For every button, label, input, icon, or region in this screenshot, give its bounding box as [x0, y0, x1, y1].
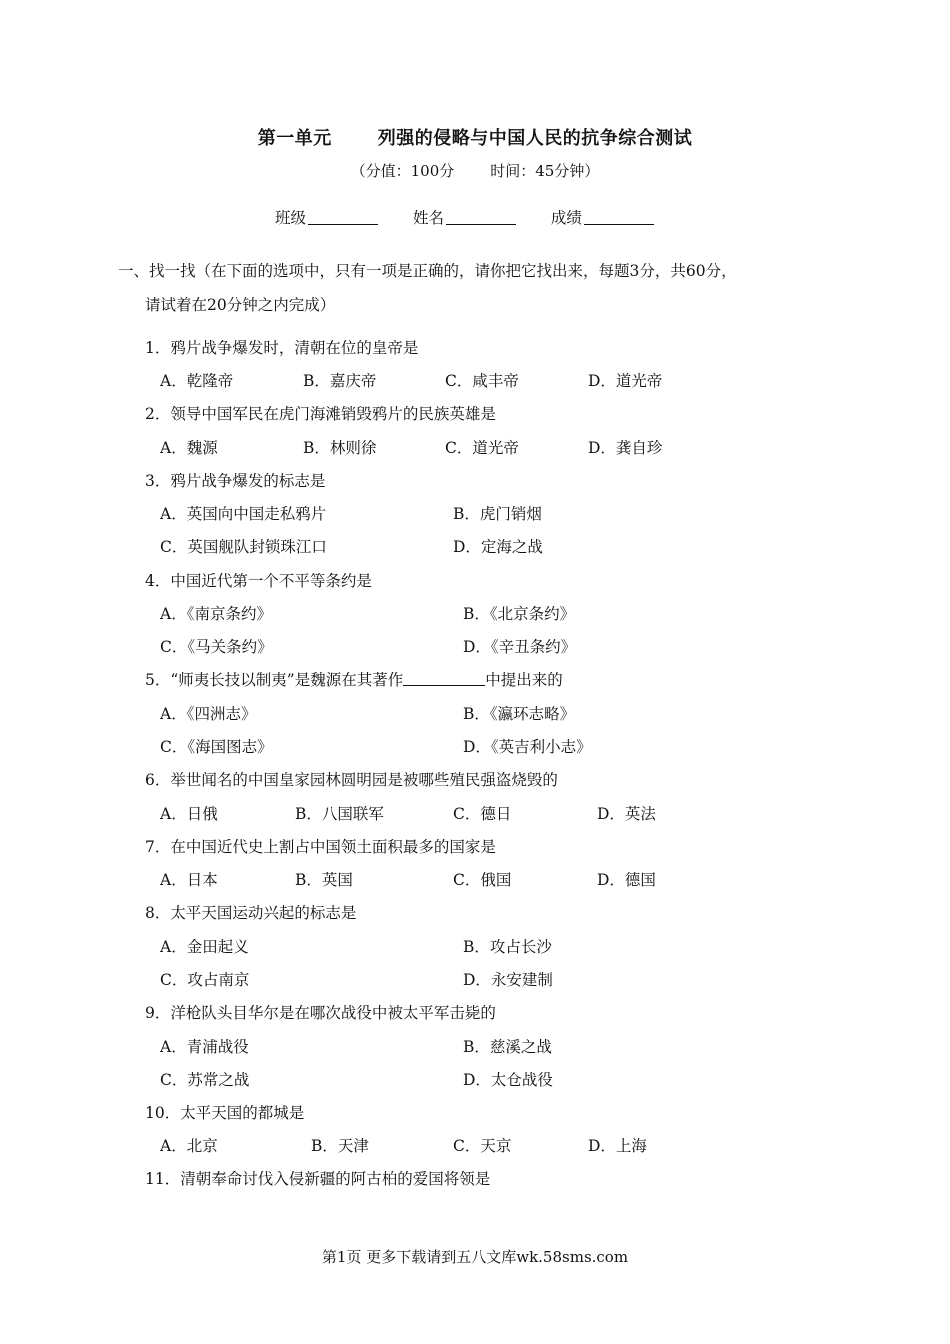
option-c: C．《海国图志》 — [160, 738, 273, 756]
option-c: C．苏常之战 — [160, 1071, 250, 1089]
option-c: C．道光帝 — [445, 439, 519, 457]
class-blank — [308, 223, 378, 225]
option-a: A．日本 — [160, 871, 218, 889]
student-info-row — [275, 206, 684, 228]
grade-blank — [584, 223, 654, 225]
option-b: B．八国联军 — [295, 805, 384, 823]
option-a: A．北京 — [160, 1137, 218, 1155]
option-d: D．永安建制 — [463, 971, 553, 989]
option-a: A．《四洲志》 — [160, 705, 257, 723]
option-a: A．日俄 — [160, 805, 218, 823]
option-b: B．攻占长沙 — [463, 938, 552, 956]
option-b: B．天津 — [311, 1137, 369, 1155]
option-a: A．乾隆帝 — [160, 372, 234, 390]
question-stem-before: 5．“师夷长技以制夷”是魏源在其著作 — [145, 671, 404, 689]
question-stem: 10．太平天国的都城是 — [145, 1104, 305, 1122]
page-title — [0, 124, 950, 150]
option-b: B．嘉庆帝 — [303, 372, 377, 390]
class-label: 班级 — [275, 209, 307, 227]
option-c: C．攻占南京 — [160, 971, 250, 989]
title-topic: 列强的侵略与中国人民的抗争综合测试 — [377, 128, 693, 149]
question-stem: 4．中国近代第一个不平等条约是 — [145, 572, 372, 590]
page-footer: 第1页 更多下载请到五八文库wk.58sms.com — [321, 1248, 629, 1266]
name-label: 姓名 — [412, 209, 444, 227]
option-d: D．太仓战役 — [463, 1071, 553, 1089]
grade-field — [551, 206, 654, 228]
option-d: D．英法 — [597, 805, 656, 823]
option-b: B．《北京条约》 — [463, 605, 576, 623]
name-blank — [446, 223, 516, 225]
option-d: D．德国 — [597, 871, 656, 889]
title-unit: 第一单元 — [257, 128, 332, 149]
option-b: B．虎门销烟 — [453, 505, 542, 523]
option-c: C．俄国 — [453, 871, 512, 889]
option-c: C．天京 — [453, 1137, 512, 1155]
question-stem: 2．领导中国军民在虎门海滩销毁鸦片的民族英雄是 — [145, 405, 496, 423]
option-c: C．德日 — [453, 805, 512, 823]
question-stem: 1．鸦片战争爆发时，清朝在位的皇帝是 — [145, 339, 419, 357]
option-d: D．定海之战 — [453, 538, 543, 556]
option-c: C．咸丰帝 — [445, 372, 519, 390]
option-c: C．英国舰队封锁珠江口 — [160, 538, 327, 556]
option-d: D．《辛丑条约》 — [463, 638, 577, 656]
option-a: A．青浦战役 — [160, 1038, 249, 1056]
question-stem: 11．清朝奉命讨伐入侵新疆的阿古柏的爱国将领是 — [145, 1170, 491, 1188]
option-b: B．林则徐 — [303, 439, 377, 457]
question-stem: 6．举世闻名的中国皇家园林圆明园是被哪些殖民强盗烧毁的 — [145, 771, 558, 789]
section-heading-line1: 一、找一找（在下面的选项中，只有一项是正确的，请你把它找出来，每题3分，共60分， — [118, 262, 737, 280]
option-a: A．英国向中国走私鸦片 — [160, 505, 327, 523]
question-stem: 3．鸦片战争爆发的标志是 — [145, 472, 326, 490]
question-stem-after: 中提出来的 — [485, 671, 563, 689]
option-b: B．慈溪之战 — [463, 1038, 552, 1056]
section-heading — [118, 254, 818, 322]
exam-meta — [0, 160, 950, 181]
option-a: A．魏源 — [160, 439, 218, 457]
option-a: A．金田起义 — [160, 938, 249, 956]
option-d: D．上海 — [588, 1137, 647, 1155]
question-stem — [145, 668, 563, 690]
name-field — [413, 206, 516, 228]
option-c: C．《马关条约》 — [160, 638, 273, 656]
section-heading-line2: 请试着在20分钟之内完成） — [145, 296, 336, 314]
time-text: 时间：45分钟） — [490, 162, 600, 180]
option-d: D．龚自珍 — [588, 439, 663, 457]
grade-label: 成绩 — [550, 209, 582, 227]
question-stem: 9．洋枪队头目华尔是在哪次战役中被太平军击毙的 — [145, 1004, 496, 1022]
option-a: A．《南京条约》 — [160, 605, 272, 623]
option-b: B．《瀛环志略》 — [463, 705, 576, 723]
score-text: （分值：100分 — [350, 162, 455, 180]
option-b: B．英国 — [295, 871, 353, 889]
class-field — [275, 206, 378, 228]
question-stem: 7．在中国近代史上割占中国领土面积最多的国家是 — [145, 838, 496, 856]
answer-blank — [403, 671, 485, 686]
option-d: D．道光帝 — [588, 372, 663, 390]
question-stem: 8．太平天国运动兴起的标志是 — [145, 904, 357, 922]
option-d: D．《英吉利小志》 — [463, 738, 592, 756]
